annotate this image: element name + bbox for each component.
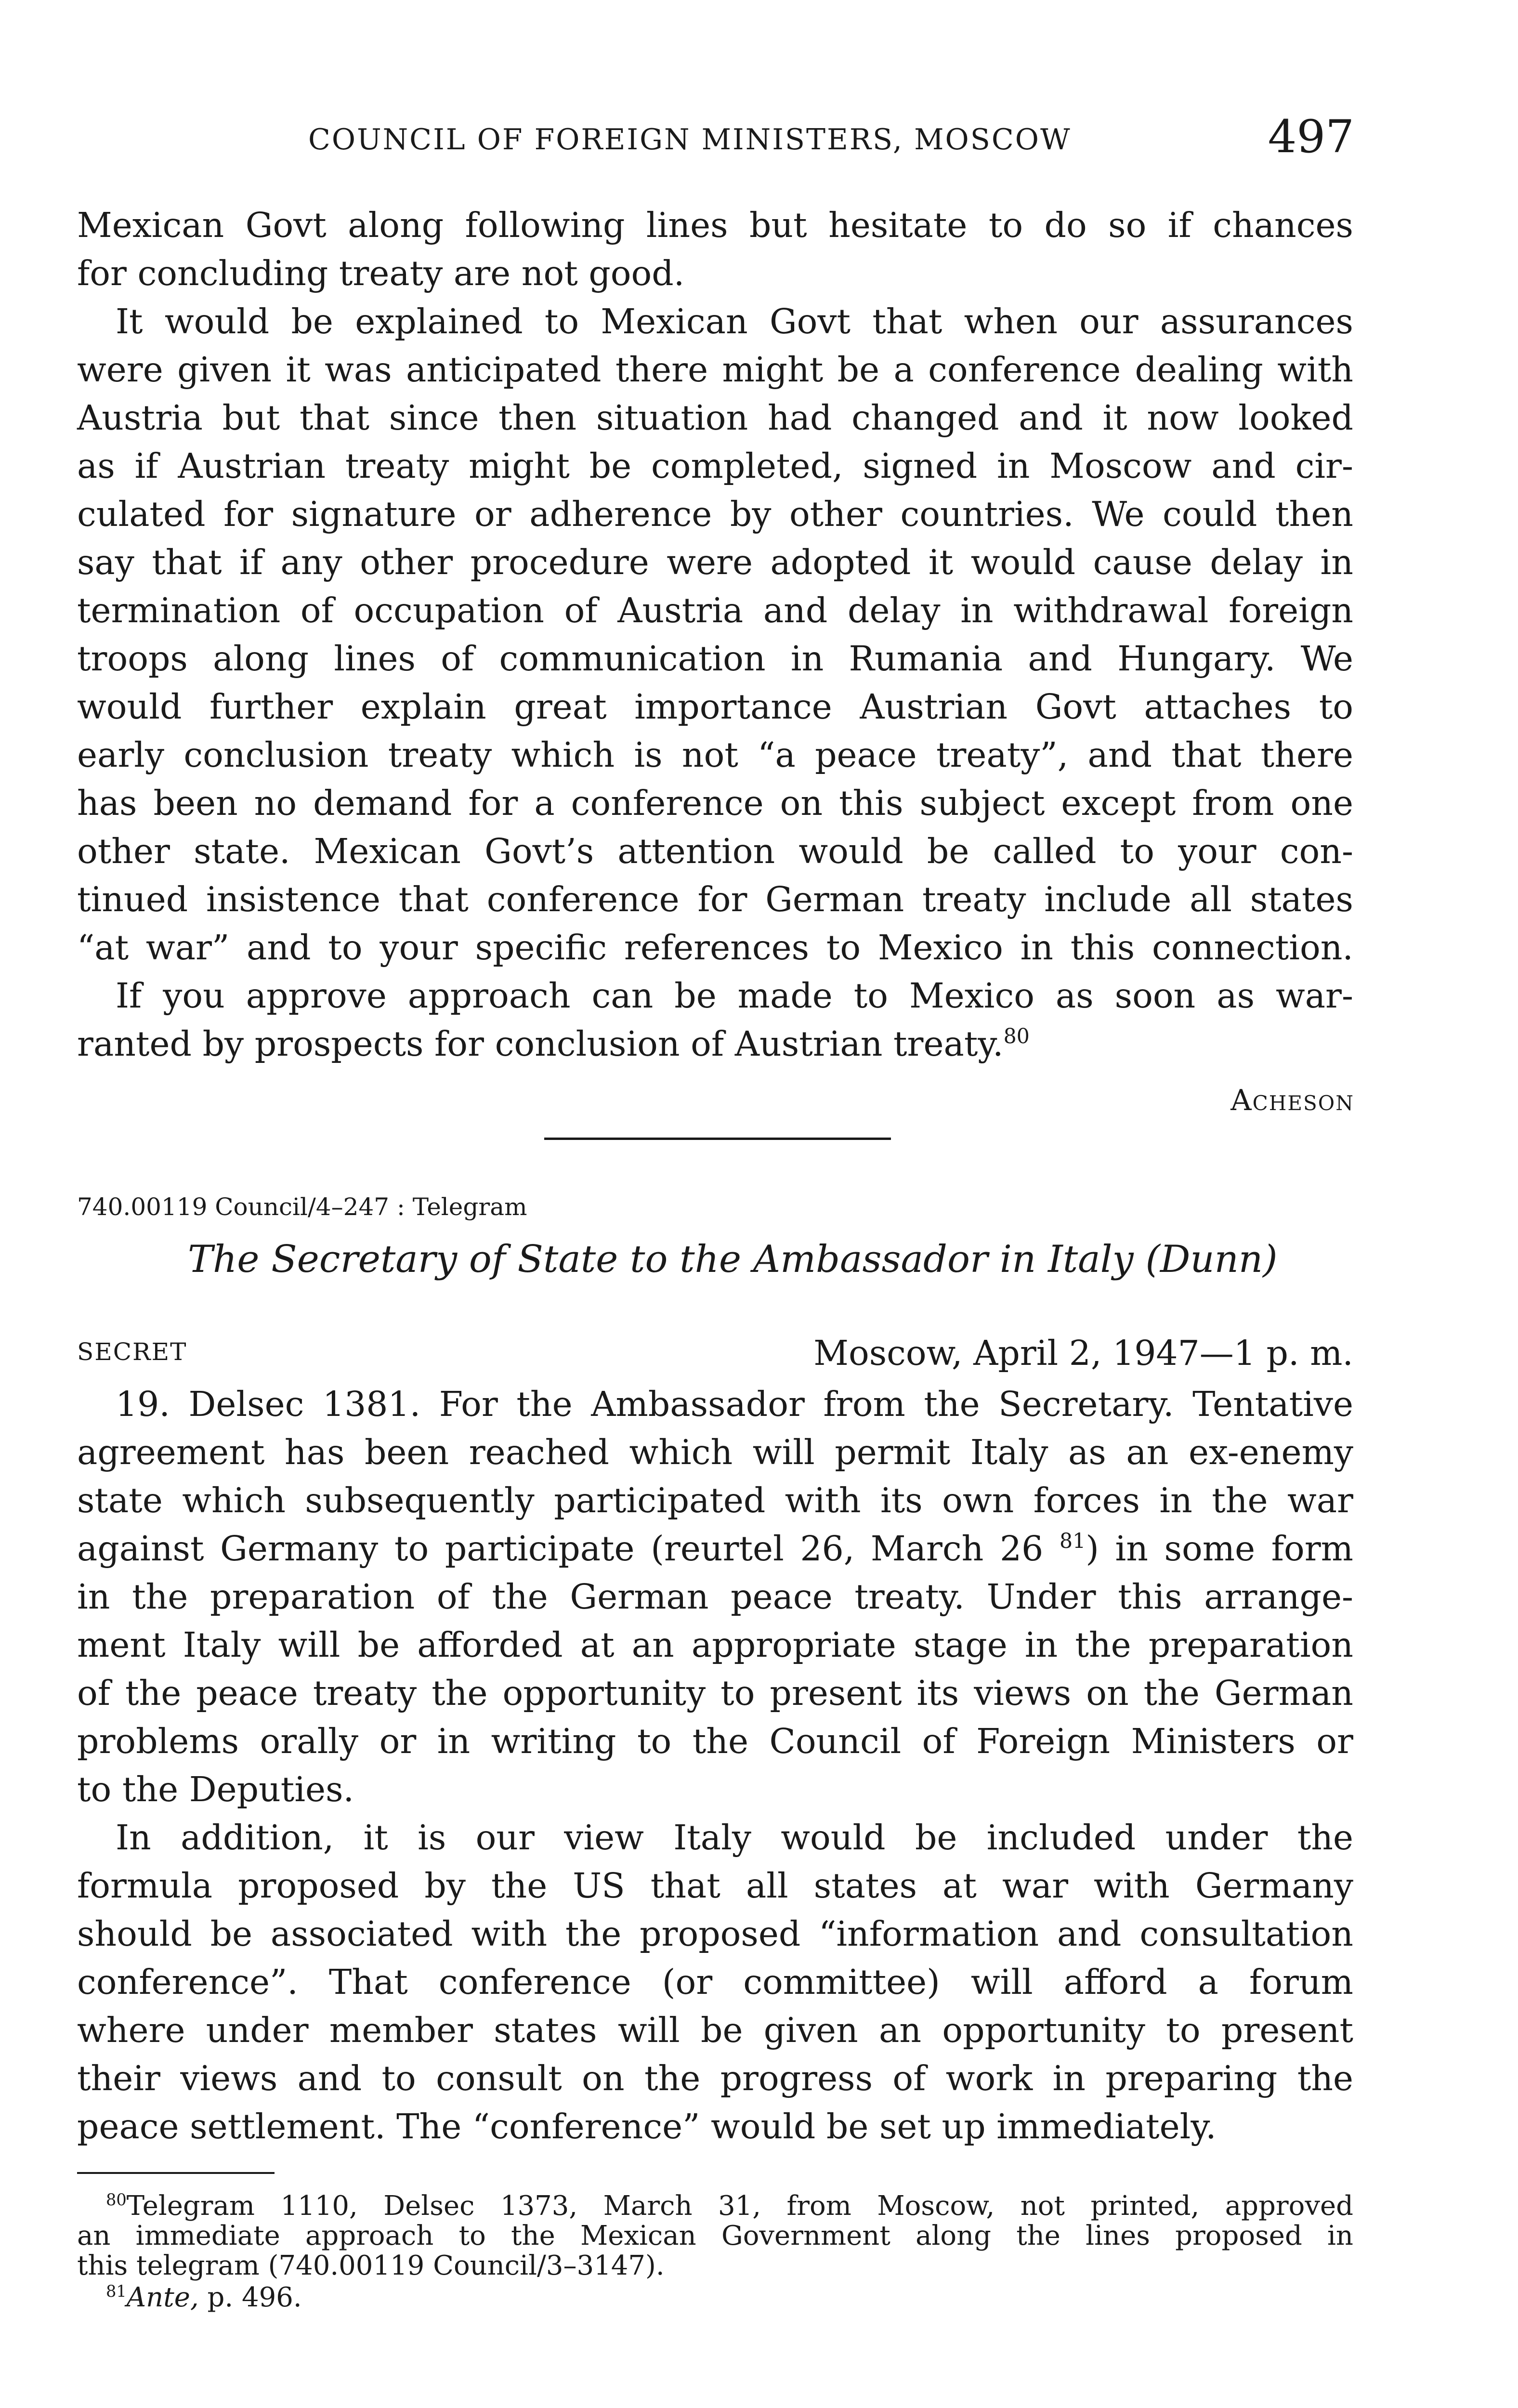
text-line: tinued insistence that conference for German treaty include all states: [77, 879, 1353, 919]
footnote-text: p. 496.: [198, 2282, 302, 2313]
running-head: COUNCIL OF FOREIGN MINISTERS, MOSCOW: [308, 123, 1072, 157]
text-line: should be associated with the proposed “information and consultation: [77, 1914, 1353, 1954]
text-line: for concluding treaty are not good.: [77, 253, 685, 293]
text-line: termination of occupation of Austria and delay in withdrawal foreign: [77, 590, 1353, 630]
text-line: to the Deputies.: [77, 1769, 354, 1809]
text-line: If you approve approach can be made to Mexico as soon as war-: [116, 976, 1353, 1016]
text-line: 19. Delsec 1381. For the Ambassador from the Secretary. Tentative: [116, 1384, 1353, 1424]
text-line: where under member states will be given an opportunity to present: [77, 2010, 1353, 2050]
file-reference: 740.00119 Council/4–247 : Telegram: [77, 1193, 527, 1221]
section-divider: [544, 1138, 891, 1140]
text-line: state which subsequently participated with its own forces in the war: [77, 1480, 1353, 1520]
text-line: of the peace treaty the opportunity to present its views on the German: [77, 1673, 1353, 1713]
footnote-ref-81[interactable]: 81: [1059, 1529, 1086, 1554]
text-line: In addition, it is our view Italy would be included under the: [116, 1818, 1353, 1858]
text-line: as if Austrian treaty might be completed, signed in Moscow and cir-: [77, 446, 1353, 486]
text-line: were given it was anticipated there might be a conference dealing with: [77, 350, 1353, 390]
signature: Acheson: [1230, 1084, 1354, 1117]
text-line: “at war” and to your specific references to Mexico in this connection.: [77, 928, 1353, 968]
text-line: Mexican Govt along following lines but hesitate to do so if chances: [77, 205, 1353, 245]
text-line: formula proposed by the US that all states at war with Germany: [77, 1866, 1353, 1906]
text-line: conference”. That conference (or committee) will afford a forum: [77, 1962, 1353, 2002]
text-line-content: ranted by prospects for conclusion of Austrian treaty.: [77, 1024, 1004, 1064]
text-line: their views and to consult on the progress of work in preparing the: [77, 2058, 1353, 2098]
text-line: culated for signature or adherence by other countries. We could then: [77, 494, 1353, 534]
footnote-rule: [77, 2172, 275, 2174]
text-line: in the preparation of the German peace treaty. Under this arrange-: [77, 1577, 1353, 1617]
text-line: peace settlement. The “conference” would be set up immediately.: [77, 2107, 1217, 2146]
text-line: other state. Mexican Govt’s attention would be called to your con-: [77, 831, 1353, 871]
footnote-80: [106, 2191, 1353, 2221]
text-line: [77, 1021, 1353, 1067]
page-number: 497: [1268, 111, 1354, 163]
text-line: It would be explained to Mexican Govt that when our assurances: [116, 301, 1353, 341]
footnote-marker: 81: [106, 2281, 127, 2301]
text-line: [77, 1526, 1353, 1572]
dateline: Moscow, April 2, 1947—1 p. m.: [813, 1333, 1353, 1373]
text-line: early conclusion treaty which is not “a peace treaty”, and that there: [77, 735, 1353, 775]
text-line: agreement has been reached which will permit Italy as an ex-enemy: [77, 1432, 1353, 1472]
footnote-italic: Ante,: [126, 2282, 199, 2313]
text-line: has been no demand for a conference on this subject except from one: [77, 783, 1353, 823]
footnote-81: [106, 2283, 1353, 2313]
footnote-text: an immediate approach to the Mexican Government along the lines proposed in: [77, 2220, 1353, 2251]
text-line-content: ) in some form: [1086, 1529, 1353, 1569]
text-line: problems orally or in writing to the Council of Foreign Ministers or: [77, 1721, 1353, 1761]
footnote-text: Telegram 1110, Delsec 1373, March 31, from Moscow, not printed, approved: [126, 2190, 1353, 2222]
footnote-marker: 80: [106, 2190, 127, 2209]
footnote-text: this telegram (740.00119 Council/3–3147).: [77, 2250, 665, 2281]
footnote-ref-80[interactable]: 80: [1003, 1024, 1030, 1049]
text-line: Austria but that since then situation had changed and it now looked: [77, 398, 1353, 438]
text-line: troops along lines of communication in Rumania and Hungary. We: [77, 639, 1353, 679]
text-line: say that if any other procedure were adopted it would cause delay in: [77, 542, 1353, 582]
document-title: The Secretary of State to the Ambassador in Italy (Dunn): [188, 1238, 1278, 1281]
text-line: would further explain great importance Austrian Govt attaches to: [77, 687, 1353, 727]
text-line: ment Italy will be afforded at an appropriate stage in the preparation: [77, 1625, 1353, 1665]
text-line-content: against Germany to participate (reurtel 26, March 26: [77, 1529, 1060, 1569]
classification-label: SECRET: [77, 1338, 187, 1366]
